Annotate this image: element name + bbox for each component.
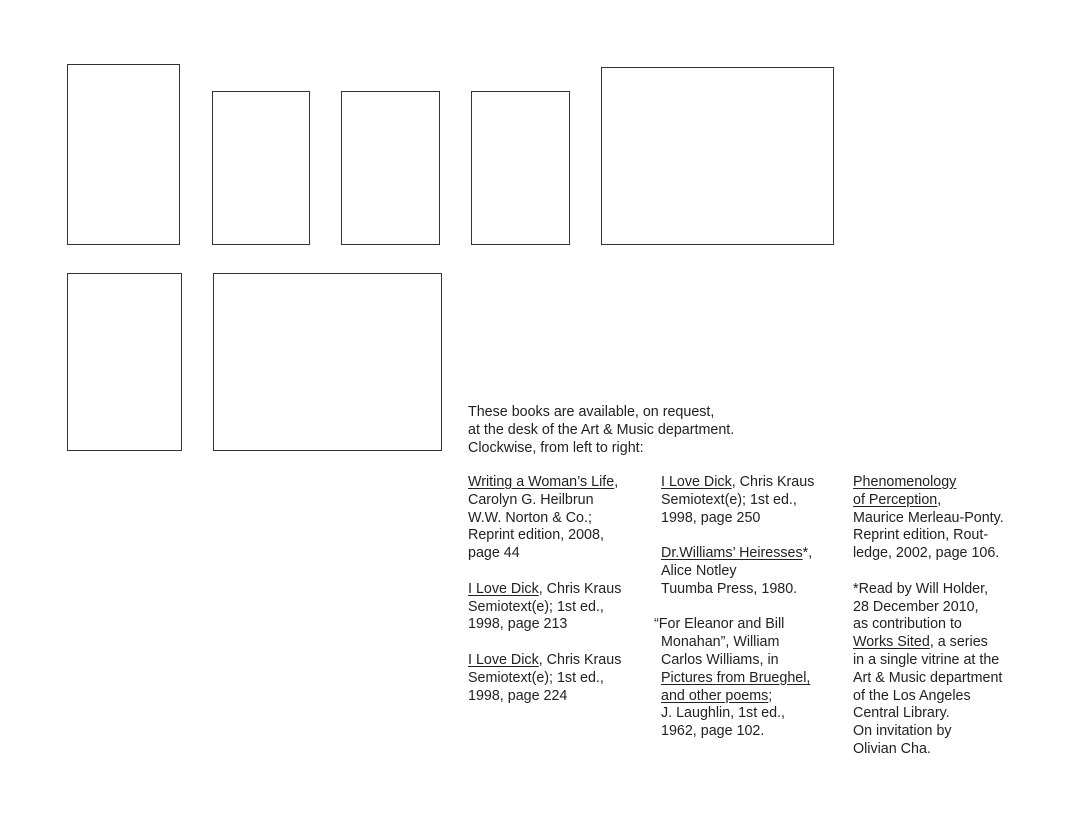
citation-line: Semiotext(e); 1st ed.,: [661, 491, 797, 508]
book-image-frame-6: [67, 273, 182, 451]
note-line: as contribution to: [853, 616, 962, 633]
title-suffix: *,: [802, 545, 813, 562]
title-suffix: , Chris Kraus: [538, 651, 622, 668]
book-title: Writing a Woman’s Life: [468, 474, 615, 490]
intro-line: Clockwise, from left to right:: [468, 439, 644, 456]
book-image-frame-1: [67, 64, 180, 245]
title-suffix: , a series: [929, 634, 988, 651]
intro-line: These books are available, on request,: [468, 404, 715, 420]
citation-line: Semiotext(e); 1st ed.,: [468, 598, 604, 615]
book-title: I Love Dick: [468, 580, 539, 597]
note-line: in a single vitrine at the: [853, 651, 1000, 668]
citation-line: Alice Notley: [661, 562, 737, 579]
note-line: of the Los Angeles: [853, 687, 971, 704]
note-line: 28 December 2010,: [853, 598, 979, 615]
citation-line: ledge, 2002, page 106.: [853, 545, 1000, 562]
citation-line: Maurice Merleau-Ponty.: [853, 509, 1004, 526]
citation-line: 1962, page 102.: [661, 723, 765, 740]
citation-line: Carolyn G. Heilbrun: [468, 491, 594, 508]
title-suffix: ,: [937, 491, 942, 508]
spacer: [661, 527, 814, 545]
note-line: Art & Music department: [853, 669, 1003, 686]
book-image-frame-7: [213, 273, 442, 451]
citation-line: Reprint edition, Rout-: [853, 527, 989, 544]
citation-line: 1998, page 224: [468, 687, 568, 704]
citation-line: Reprint edition, 2008,: [468, 527, 604, 544]
citation-line: Carlos Williams, in: [661, 651, 779, 668]
book-image-frame-4: [471, 91, 570, 245]
title-suffix: ;: [768, 687, 773, 704]
intro-text: [468, 404, 734, 457]
book-title: of Perception: [853, 491, 938, 508]
citation-title-line: [853, 492, 1004, 510]
series-title: Works Sited: [853, 634, 930, 651]
note-title-line: [853, 634, 1004, 652]
intro-line: at the desk of the Art & Music department.: [468, 421, 735, 438]
spacer: [661, 599, 814, 617]
book-image-frame-2: [212, 91, 310, 245]
book-title: I Love Dick: [661, 474, 732, 490]
citation-line: Semiotext(e); 1st ed.,: [468, 669, 604, 686]
citation-entry-title-line: [661, 474, 814, 492]
citation-title-line: [661, 688, 814, 706]
title-suffix: , Chris Kraus: [538, 580, 622, 597]
citation-entry-title-line: [661, 545, 814, 563]
note-line: *Read by Will Holder,: [853, 580, 989, 597]
book-image-frame-5: [601, 67, 834, 245]
citation-column-2: [654, 474, 815, 741]
book-title: Pictures from Brueghel,: [661, 669, 811, 686]
citation-line: W.W. Norton & Co.;: [468, 509, 592, 526]
citation-title-line: [853, 474, 1004, 492]
citation-entry-title-line: [468, 652, 621, 670]
citation-column-1: [468, 474, 621, 705]
title-suffix: , Chris Kraus: [731, 474, 815, 490]
note-line: On invitation by: [853, 723, 952, 740]
citation-entry-title-line: [468, 581, 621, 599]
citation-line: 1998, page 213: [468, 616, 568, 633]
title-suffix: ,: [614, 474, 619, 490]
book-title: Phenomenology: [853, 474, 957, 490]
book-title: I Love Dick: [468, 651, 539, 668]
citation-line: J. Laughlin, 1st ed.,: [661, 705, 785, 722]
citation-line: page 44: [468, 545, 520, 562]
spacer: [468, 634, 621, 652]
citation-line: 1998, page 250: [661, 509, 761, 526]
spacer: [853, 563, 1004, 581]
citation-entry-title-line: [468, 474, 621, 492]
note-line: Central Library.: [853, 705, 950, 722]
note-line: Olivian Cha.: [853, 740, 931, 757]
book-title: Dr.Williams’ Heiresses: [661, 545, 803, 562]
citation-line: “For Eleanor and Bill: [654, 616, 785, 633]
citation-line: Monahan”, William: [661, 634, 780, 651]
citation-title-line: [661, 670, 814, 688]
citation-column-3: [853, 474, 1004, 759]
book-image-frame-3: [341, 91, 440, 245]
book-title: and other poems: [661, 687, 769, 704]
spacer: [468, 563, 621, 581]
citation-line: Tuumba Press, 1980.: [661, 580, 798, 597]
